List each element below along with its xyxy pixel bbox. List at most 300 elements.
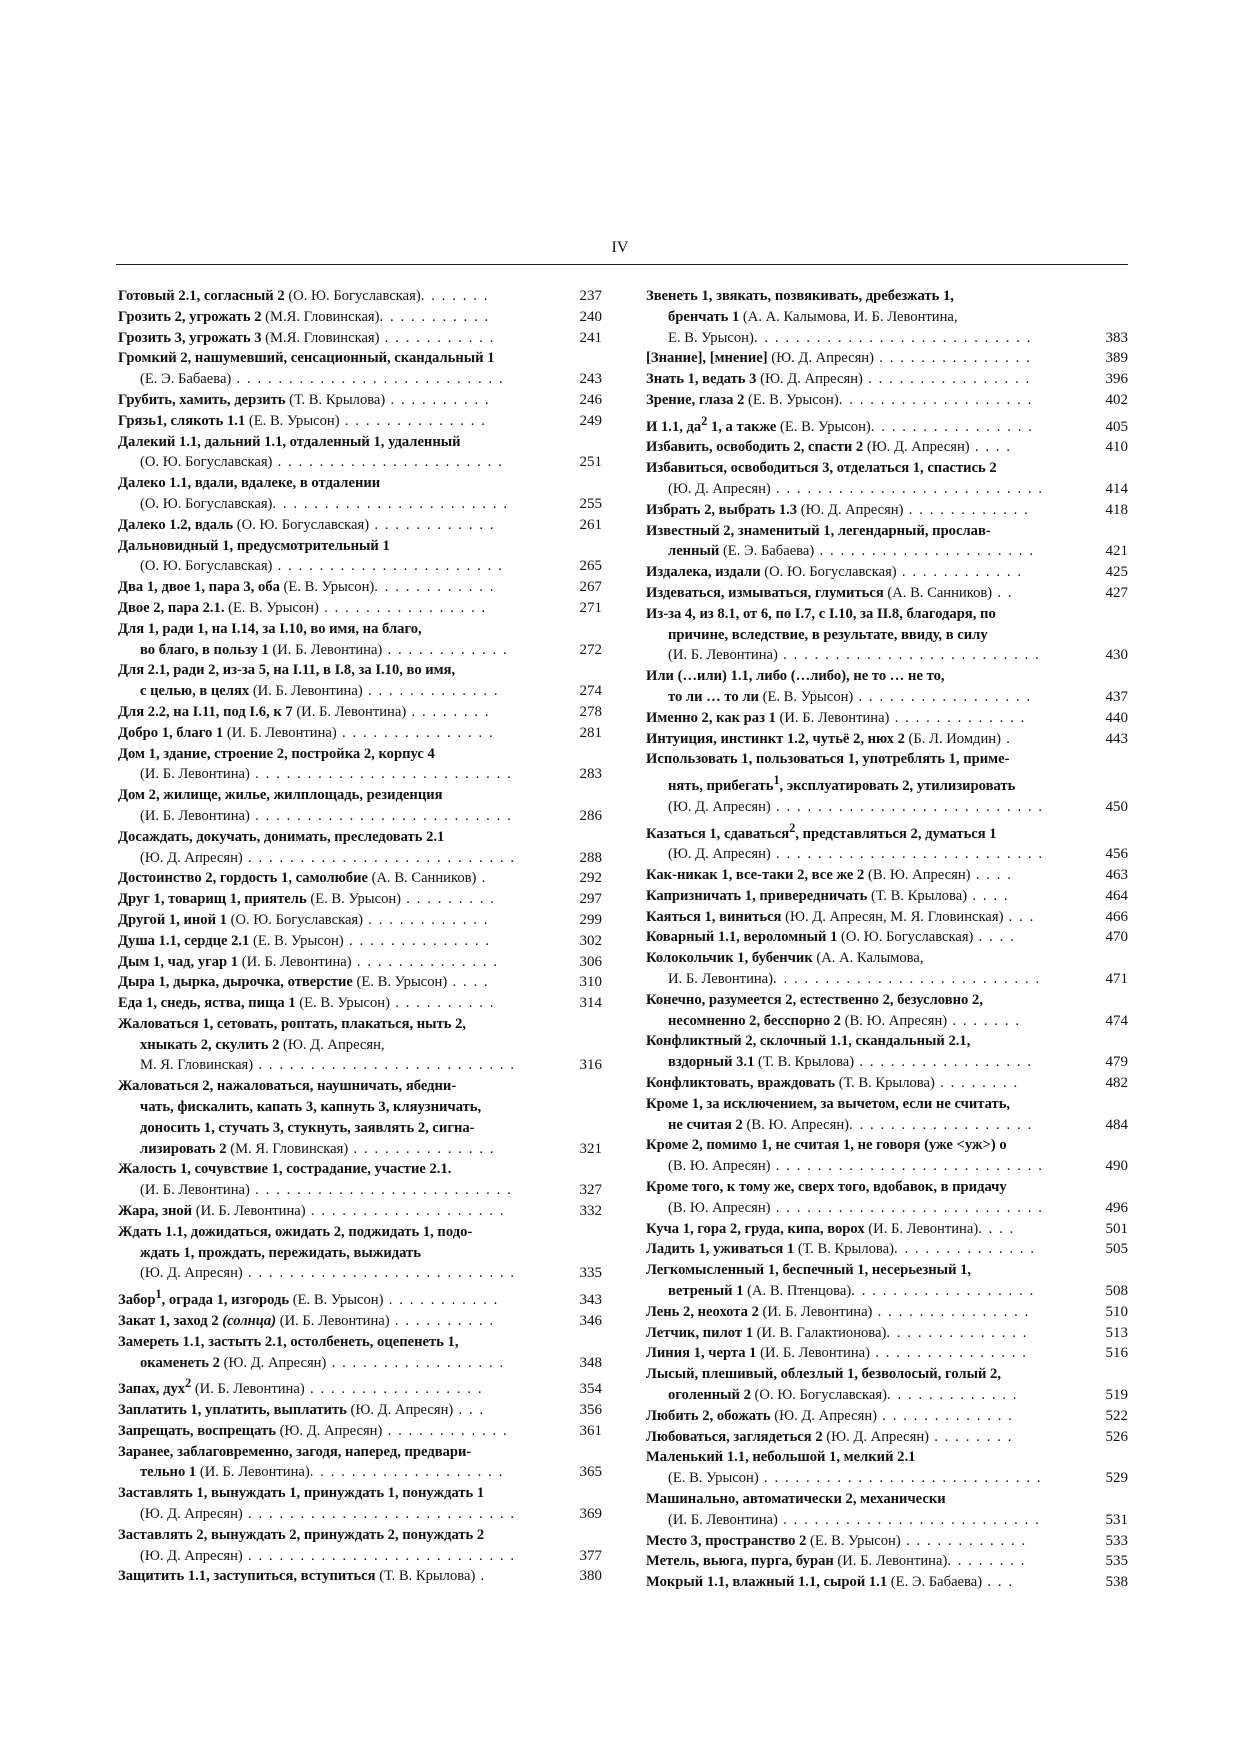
toc-entry-line [646,990,1070,1011]
toc-entry-line [118,1525,544,1546]
dot-leader: . . . . . . . . . . . . . . . . . . . . . . . . . . [242,1505,516,1522]
entry-headword: Дом 1, здание, строение 2, постройка 2, корпус 4 [118,745,435,762]
entry-author: (А. А. Калымова, [812,950,924,967]
dot-leader: . . . . . . . . . . . . . . . . . . . . . . . . . . [770,846,1044,863]
entry-headword: Издалека, издали [646,564,761,581]
page-ref: 464 [1105,887,1128,904]
toc-entry [646,1094,1128,1136]
entry-headword: Издеваться, измываться, глумиться [646,585,884,602]
toc-entry-line [118,598,544,619]
dot-leader: . . . . . . . . . . . . . . . . . . . . . . . . . [777,1511,1041,1528]
entry-author: (В. Ю. Апресян) [668,1199,771,1216]
toc-entry [646,1177,1128,1219]
entry-author: (И. Б. Левонтина) [268,641,383,658]
toc-entry-line [646,1447,1070,1468]
entry-headword: Линия 1, черта 1 [646,1345,757,1362]
dot-leader: . . . [453,1401,485,1418]
toc-entry [118,910,602,931]
toc-entry [118,827,602,869]
toc-entry-line [118,515,544,536]
entry-headword: тельно 1 [140,1464,197,1481]
dot-leader: . . . . . . . . . . . . [903,501,1030,518]
page-ref: 510 [1105,1303,1128,1320]
toc-entry-line [118,1159,544,1180]
entry-headword: Грубить, хамить, дерзить [118,391,286,408]
toc-entry [118,744,602,786]
toc-entry-line [646,687,1070,708]
toc-entry-line [118,1462,544,1483]
toc-entry [118,1284,602,1311]
toc-entry-line [118,1566,544,1587]
page-ref: 246 [579,391,602,408]
entry-author: (Е. В. Урысон) [776,418,871,435]
toc-entry-line [646,411,1070,438]
toc-entry [646,286,1128,348]
entry-author: (И. Б. Левонтина) [292,703,407,720]
entry-headword: Еда 1, снедь, яства, пища 1 [118,995,296,1012]
dot-leader: . . . . . . . . . . . . . . . . . . . [838,391,1033,408]
entry-author: (Ю. Д. Апресян) [863,439,970,456]
entry-author: (И. Б. Левонтина) [192,1203,306,1220]
toc-entry-line [118,286,544,307]
entry-headword: Коварный 1.1, вероломный 1 [646,929,838,946]
dot-leader: . . . . [978,1220,1015,1237]
entry-headword: , ограда 1, изгородь [161,1292,290,1309]
dot-leader: . . . . . . . . . . . . [382,641,509,658]
toc-entry-line [118,536,544,557]
page-ref: 321 [579,1140,602,1157]
toc-entry-line [118,681,544,702]
entry-headword: ветреный 1 [668,1283,744,1300]
toc-entry-line [118,1353,544,1374]
page-ref: 535 [1105,1553,1128,1570]
entry-author: (Е. Э. Бабаева) [140,371,232,388]
entry-headword: с целью, в целях [140,683,250,700]
toc-entry-line [118,432,544,453]
entry-headword: Капризничать 1, привередничать [646,887,868,904]
toc-entry-line [118,785,544,806]
entry-headword: Знать 1, ведать 3 [646,371,757,388]
toc-entry [646,1364,1128,1406]
entry-headword: Куча 1, гора 2, груда, кипа, ворох [646,1220,865,1237]
toc-entry [646,948,1128,990]
toc-entry [646,886,1128,907]
page-ref: 474 [1105,1012,1128,1029]
toc-entry-line [118,1201,544,1222]
page-ref: 369 [579,1505,602,1522]
dot-leader: . . . . . . . . . . . . . . . . . . . [305,1203,506,1220]
entry-headword: во благо, в пользу 1 [140,641,269,658]
page-ref: 513 [1105,1324,1128,1341]
entry-headword: Кроме 1 [646,1095,700,1112]
toc-entry-line [646,1531,1070,1552]
toc-entry-line [118,764,544,785]
entry-headword: Далеко 1.2, вдаль [118,516,234,533]
entry-headword: Кроме того, к тому же, сверх того, вдобавок, в придачу [646,1179,1007,1196]
toc-entry-line [118,702,544,723]
toc-entry-line [646,1302,1070,1323]
page-ref: 297 [579,891,602,908]
toc-entry-line [118,494,544,515]
toc-entry [118,1373,602,1400]
entry-author: (Ю. Д. Апресян) [770,1407,877,1424]
page-ref: 274 [579,683,602,700]
entry-author: (И. В. Галактионова) [753,1324,887,1341]
toc-entry-line [118,1400,544,1421]
entry-headword: Далеко 1.1, вдали, вдалеке, в отдалении [118,475,381,492]
dot-leader: . . . . . . . . . . . . . [877,1407,1014,1424]
toc-entry-line [646,521,1070,542]
entry-headword: Далекий 1.1, дальний 1.1, отдаленный 1, удаленный [118,433,461,450]
entry-headword: Заставлять 2, вынуждать 2, принуждать 2, понуждать 2 [118,1526,485,1543]
toc-entry-line [646,1177,1070,1198]
entry-headword: Каяться 1, виниться [646,908,782,925]
toc-entry-line [118,1076,544,1097]
entry-headword: Лысый, плешивый, облезлый 1, безволосый, голый 2, [646,1366,1001,1383]
toc-entry-line [646,1115,1070,1136]
toc-entry [646,1572,1128,1593]
toc-entry-line [118,328,544,349]
toc-entry [118,1222,602,1284]
entry-headword: Запах, дух [118,1381,186,1398]
toc-entry-line [646,437,1070,458]
toc-entry-line [646,797,1070,818]
entry-headword: Жалость 1, сочувствие 1, сострадание, участие 2.1. [118,1161,452,1178]
toc-entry-line [646,666,1070,687]
dot-leader: . . . . . . . [420,288,489,304]
toc-entry-line [646,1551,1070,1572]
toc-entry [118,952,602,973]
entry-headword: хныкать 2, скулить 2 [140,1036,280,1053]
entry-author: (Ю. Д. Апресян) [668,481,771,498]
page-ref: 267 [579,579,602,596]
toc-entry-line [118,640,544,661]
toc-entry-line [646,907,1070,928]
entry-headword: И 1.1, да [646,418,702,435]
dot-leader: . . . . . . . . . . [385,391,491,408]
toc-entry [646,1489,1128,1531]
entry-headword: Именно 2, как раз 1 [646,709,776,726]
toc-entry-line [646,604,1070,625]
entry-headword: Грозить 3, угрожать 3 [118,329,262,346]
toc-entry [118,619,602,661]
entry-author: (Ю. Д. Апресян, [279,1036,385,1053]
dot-leader: . . . . . . . . . . . . . . . [873,350,1032,367]
dot-leader: . . . . . . . . [934,1075,1019,1092]
toc-entry-line [118,348,544,369]
entry-author: (Т. В. Крылова) [375,1568,476,1585]
entry-headword: Колокольчик 1, бубенчик [646,950,813,967]
entry-headword: Любоваться, заглядеться 2 [646,1428,823,1445]
entry-headword: Зрение, глаза 2 [646,391,745,408]
page-ref: 314 [579,995,602,1012]
toc-entry [118,1332,602,1374]
entry-headword: Защитить 1.1, заступиться, вступиться [118,1568,376,1585]
entry-author: (Е. В. Урысон) [249,932,344,949]
dot-leader: . . . . . . . . . . . . . . . . . . . . . . . . . . [770,1158,1044,1175]
entry-headword: Для 2.2, на I.11, под I.6, к 7 [118,703,293,720]
page-ref: 505 [1105,1241,1128,1258]
toc-entry [118,411,602,432]
entry-headword: Конечно, разумеется 2, естественно 2, безусловно 2, [646,991,983,1008]
page-ref: 354 [579,1381,602,1398]
dot-leader: . . . . . . . . . . . . . . . . . [854,1054,1033,1071]
dot-leader: . . . . . . . . . . . . . . . . . . . . . . [272,454,504,471]
dot-leader: . . . . . . . . . . . . . . . . . . . . . . . . . . [770,798,1044,815]
toc-entry-line [118,1180,544,1201]
entry-headword: Заранее, заблаговременно, загодя, наперед, предвари- [118,1443,472,1460]
dot-leader: . . . . [973,929,1016,946]
toc-entry-line [646,1468,1070,1489]
toc-entry [118,1566,602,1587]
toc-entry-line [118,660,544,681]
entry-author: (И. Б. Левонтина) [775,709,890,726]
entry-headword: вздорный 3.1 [668,1054,755,1071]
toc-entry [646,990,1128,1032]
page-ref: 479 [1105,1054,1128,1071]
page-ref: 356 [579,1401,602,1418]
toc-entry-line [118,307,544,328]
toc-entry [118,390,602,411]
dot-leader: . [1000,730,1012,747]
toc-entry-line [646,1260,1070,1281]
toc-entry [646,1343,1128,1364]
dot-leader: . . . . . . . . . . . [379,329,495,346]
toc-entry-line [118,1284,544,1311]
page-ref: 522 [1105,1407,1128,1424]
toc-entry-line [118,1483,544,1504]
page-ref: 425 [1105,564,1128,581]
dot-leader: . . . . . . . . . . . . . . . [336,724,495,741]
entry-author: (И. Б. Левонтина) [833,1553,948,1570]
toc-entry [646,666,1128,708]
toc-entry-line [646,1510,1070,1531]
page-ref: 306 [579,953,602,970]
entry-author: (Ю. Д. Апресян) [219,1354,327,1371]
entry-author: (Е. В. Урысон) [289,1292,384,1309]
entry-headword: Забор [118,1292,156,1309]
dot-leader: . [476,870,487,887]
toc-entry-line [646,1135,1070,1156]
page-ref: 271 [579,599,602,616]
toc-entry [646,749,1128,817]
page-ref: 310 [579,974,602,991]
toc-entry-line [118,1311,544,1332]
toc-entry-line [118,556,544,577]
toc-entry [118,972,602,993]
entry-headword: Добро 1, благо 1 [118,724,224,741]
toc-entry [646,562,1128,583]
entry-headword: Легкомысленный 1, беспечный 1, несерьезный 1, [646,1262,972,1279]
entry-author: И. Б. Левонтина) [668,971,774,988]
toc-entry-line [646,562,1070,583]
entry-author: (И. Б. Левонтина) [238,953,352,970]
entry-author: (А. В. Птенцова) [743,1283,852,1300]
entry-headword: Достоинство 2, гордость 1, самолюбие [118,870,368,887]
toc-entry-line [118,1332,544,1353]
page-ref: 243 [579,371,602,388]
page-ref: 466 [1105,908,1128,925]
dot-leader: . . . . . . . . . . . . . . . . . . . . . . . . . . [242,1265,516,1282]
dot-leader: . . . . . . . . . . . . . [886,1387,1019,1404]
toc-entry-line [118,744,544,765]
toc-entry-line [646,479,1070,500]
page-ref: 402 [1105,391,1128,408]
toc-entry-line [646,708,1070,729]
dot-leader: . [475,1568,486,1585]
toc-entry-line [118,1035,544,1056]
toc-entry-line [646,948,1070,969]
toc-entry-line [646,818,1070,845]
entry-headword: Лень 2, неохота 2 [646,1303,759,1320]
entry-author: (И. Б. Левонтина) [140,766,250,783]
entry-headword: Для 1, ради 1, на I.14, за I.10, во имя, на благо, [118,620,422,637]
entry-headword: Грязь1, слякоть 1.1 [118,412,246,429]
dot-leader: . . . . . . . . . . . . . . [893,1241,1036,1258]
toc-entry-line [646,1073,1070,1094]
page-ref: 278 [579,703,602,720]
page-ref: 414 [1105,481,1128,498]
entry-headword: Машинально, автоматически 2, механически [646,1491,946,1507]
page-ref: 471 [1105,971,1128,988]
dot-leader: . . . . . . . . . . . . . . . . . . . . . . . . . . [242,849,516,866]
dot-leader: . . . . [447,974,490,991]
toc-entry-line [646,1281,1070,1302]
toc-entry-line [646,770,1070,797]
dot-leader: . . . . . . . . . . . . [369,516,496,533]
page-ref: 361 [579,1422,602,1439]
toc-entry [118,1201,602,1222]
toc-entry-line [118,390,544,411]
entry-author: (О. Ю. Богуславская) [760,564,897,581]
page-ref: 281 [579,724,602,741]
dot-leader: . . . . . . . . . . . . . . . [872,1303,1030,1320]
dot-leader: . . . . . . . . . . [389,995,495,1012]
page-ref: 508 [1105,1283,1128,1300]
toc-entry-line [646,458,1070,479]
entry-headword: Закат 1, заход 2 [118,1312,223,1329]
page-ref: 316 [579,1057,602,1074]
toc-entry-line [118,806,544,827]
entry-headword: то ли … то ли [668,689,759,705]
entry-author: (Ю. Д. Апресян) [275,1422,383,1439]
page-ref: 526 [1105,1428,1128,1445]
dot-leader: . . . . [970,867,1013,884]
page-ref: 418 [1105,501,1128,518]
entry-headword: , представляться 2, думаться 1 [795,825,997,842]
page-ref: 241 [579,329,602,346]
dot-leader: . . . . [967,887,1010,904]
entry-author: (Е. В. Урысон) [295,995,390,1012]
toc-entry [646,1551,1128,1572]
toc-entry [118,868,602,889]
entry-author: (Е. В. Урысон) [279,579,375,596]
page-ref: 283 [579,766,602,783]
entry-headword: ленный [668,543,720,560]
entry-author: (Ю. Д. Апресян) [140,1547,243,1564]
entry-author: (М.Я. Гловинская) [261,329,380,346]
entry-headword: Два 1, двое 1, пара 3, оба [118,579,280,596]
entry-author: Е. В. Урысон) [668,329,754,346]
entry-headword: Двое 2, пара 2.1. [118,599,225,616]
entry-author: (И. Б. Левонтина) [758,1303,873,1320]
dot-leader: . . . . . . . . . . . . . . . . . . . . . . [272,558,504,575]
toc-entry-line [646,625,1070,646]
toc-entry-line [118,1546,544,1567]
toc-entry-line [646,1156,1070,1177]
page-ref: 484 [1105,1116,1128,1133]
entry-author: (Е. В. Урысон) [224,599,319,616]
entry-author: (Е. Э. Бабаева) [887,1574,983,1591]
toc-entry-line [646,583,1070,604]
entry-author: (Е. В. Урысон) [806,1532,901,1549]
toc-entry-line [646,1406,1070,1427]
entry-author: (Ю. Д. Апресян) [756,371,863,388]
entry-headword: , помимо 1, не считая 1, не говоря (уже <уж>) о [699,1137,1007,1154]
toc-column-right [646,286,1128,1593]
toc-entry [646,1260,1128,1302]
toc-entry [646,369,1128,390]
page-ref: 427 [1105,585,1128,602]
entry-headword: Запрещать, воспрещать [118,1422,276,1439]
toc-entry-line [646,1198,1070,1219]
toc-entry-line [646,1364,1070,1385]
toc-entry [646,818,1128,865]
dot-leader: . . . . . . . . . . . . . . [348,1140,496,1157]
dot-leader: . . . . . . . . . . . . . . [343,932,491,949]
entry-headword: Громкий 2, нашумевший, сенсационный, скандальный 1 [118,350,495,367]
entry-author: (И. Б. Левонтина) [191,1381,305,1398]
page-ref: 516 [1105,1345,1128,1362]
toc-entry [646,1031,1128,1073]
toc-entry-line [118,411,544,432]
toc-entry [646,1073,1128,1094]
toc-entry [646,348,1128,369]
toc-entry [118,598,602,619]
toc-entry-line [118,889,544,910]
page-ref: 327 [579,1182,602,1199]
toc-entry [646,1531,1128,1552]
toc-entry-line [118,827,544,848]
toc-entry [646,1135,1128,1177]
toc-entry [118,515,602,536]
toc-entry [118,1159,602,1201]
entry-headword: Или (…или) 1.1, либо (…либо), не то … не то, [646,668,945,685]
toc-entry [646,458,1128,500]
toc-entry-line [118,473,544,494]
toc-entry-line [118,931,544,952]
toc-entry-line [118,577,544,598]
dot-leader: . . . . . . . . . . . . . . . [870,1345,1028,1362]
toc-entry-line [646,1031,1070,1052]
toc-entry-line [646,645,1070,666]
entry-author: (Е. В. Урысон) [758,689,854,705]
toc-entry-line [118,1014,544,1035]
entry-headword: ждать 1, прождать, пережидать, выжидать [140,1244,421,1261]
dot-leader: . . . . . . . . . . . . . . [886,1324,1029,1341]
dot-leader: . . . . . . . . . . . . . . . . [318,599,487,616]
page-ref: 430 [1105,647,1128,664]
dot-leader: . . . . . . . [947,1012,1021,1029]
entry-author: (И. Б. Левонтина) [864,1220,979,1237]
toc-entry [118,1400,602,1421]
toc-entry [646,1427,1128,1448]
dot-leader: . . . . . . . . . . . . . . . . . . . . . . . . . . . [758,1470,1043,1487]
entry-headword: оголенный 2 [668,1387,751,1404]
entry-author: (М.Я. Гловинская) [261,308,380,325]
page-ref: 377 [579,1547,602,1564]
dot-leader: . . . . . . . . [947,1553,1027,1570]
